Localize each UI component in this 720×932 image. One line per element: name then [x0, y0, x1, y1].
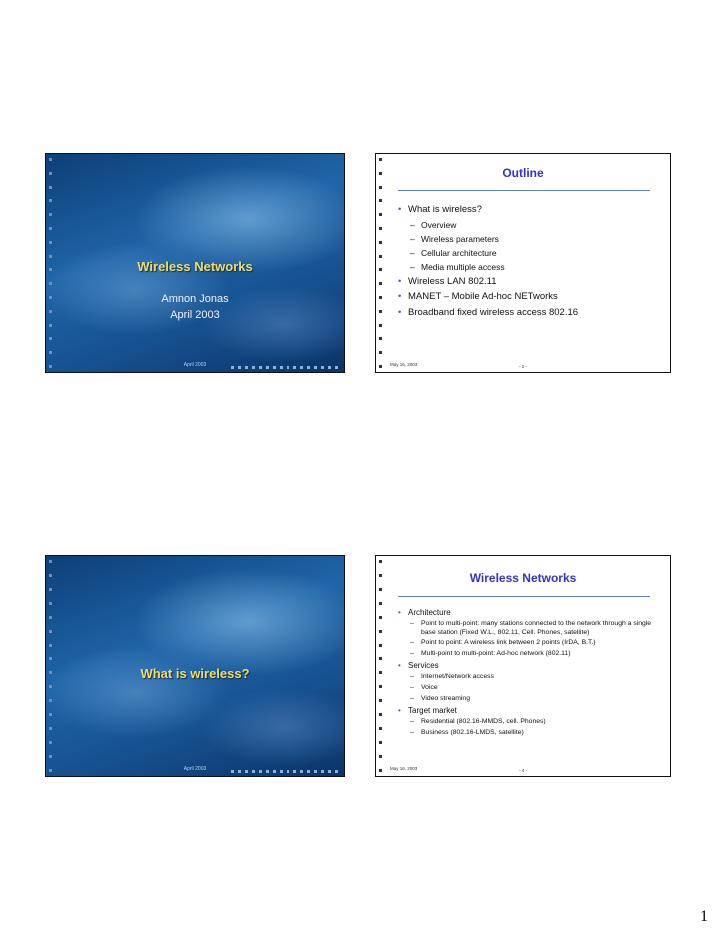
sub-bullet-item: – Media multiple access [376, 262, 670, 272]
slide-footer-number: - 4 - [518, 768, 527, 773]
bullet-item: • Target market [376, 706, 670, 716]
bullet-item: • Broadband fixed wireless access 802.16 [376, 307, 670, 318]
slide-footer-number: - 2 - [518, 364, 527, 369]
bullet-item: • MANET – Mobile Ad-hoc NETworks [376, 291, 670, 302]
slide-footer-date: April 2003 [183, 766, 207, 772]
slide-bottom-dots [231, 366, 338, 369]
slide-title: Wireless Networks [137, 259, 253, 274]
slide-date: April 2003 [170, 309, 220, 321]
slide-author: Amnon Jonas [161, 293, 229, 305]
sub-bullet-item: – Internet/Network access [376, 673, 670, 682]
slide-title: Outline [502, 166, 544, 180]
bullet-list [376, 608, 670, 740]
sub-bullet-item: – Multi-point to multi-point: Ad-hoc network (802.11) [376, 650, 670, 659]
bullet-item: • Wireless LAN 802.11 [376, 276, 670, 287]
bullet-item: • What is wireless? [376, 204, 670, 215]
slide-1 [45, 153, 345, 373]
sub-bullet-item: – Point to multi-point: many stations connected to the network through a single base station (Fixed W.L., 802.11, Cell. Phones, satellite) [376, 620, 670, 637]
sub-bullet-item: – Point to point: A wireless link between 2 points (IrDA, B.T.) [376, 639, 670, 648]
slide-footer-date: May 16, 2003 [390, 362, 418, 367]
sub-bullet-item: – Cellular architecture [376, 248, 670, 258]
slide-footer-date: April 2003 [183, 362, 207, 368]
sub-bullet-item: – Overview [376, 220, 670, 230]
sub-bullet-item: – Video streaming [376, 695, 670, 704]
sub-bullet-item: – Residential (802.16-MMDS, cell. Phones) [376, 718, 670, 727]
sub-bullet-item: – Voice [376, 684, 670, 693]
bullet-item: • Services [376, 661, 670, 671]
bullet-item: • Architecture [376, 608, 670, 618]
page-number: 1 [700, 908, 708, 925]
slide-footer-date: May 16, 2003 [390, 766, 418, 771]
sub-bullet-item: – Business (802.16-LMDS, satellite) [376, 729, 670, 738]
slide-4 [375, 555, 671, 777]
slide-bottom-dots [231, 770, 338, 773]
sub-bullet-item: – Wireless parameters [376, 234, 670, 244]
slide-3 [45, 555, 345, 777]
slide-2 [375, 153, 671, 373]
title-rule [398, 596, 650, 597]
bullet-list [376, 204, 670, 322]
slide-title: What is wireless? [140, 666, 250, 681]
title-rule [398, 190, 650, 191]
slide-title: Wireless Networks [469, 571, 577, 585]
